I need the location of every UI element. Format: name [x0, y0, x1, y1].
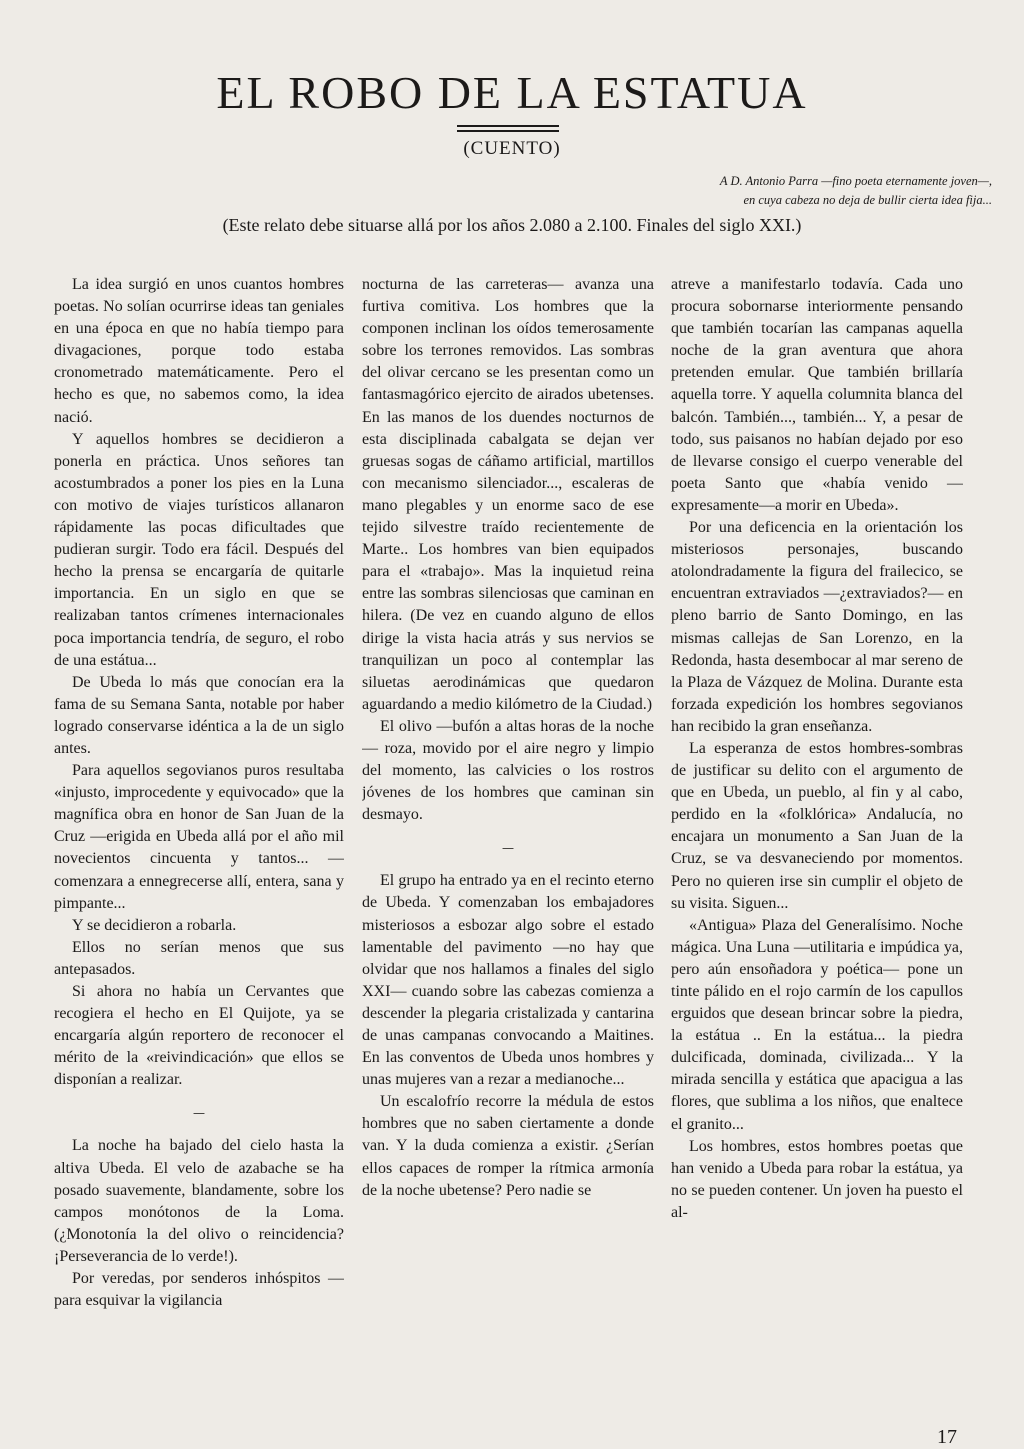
- paragraph: La esperanza de estos hombres-sombras de justificar su delito con el argumento de que en Ubeda, un pueblo, al fin y al cabo, perdido en la «folklórica» Andalucía, no encajara un monumento a San Juan de la Cruz, se va desvaneciendo por momentos. Pero no quieren irse sin cumplir el objeto de su visita. Siguen...: [671, 739, 963, 912]
- paragraph: La noche ha bajado del cielo hasta la altiva Ubeda. El velo de azabache se ha posado suavemente, blandamente, sobre los campos monótonos de la Loma. (¿Monotonía la del olivo o reincidencia? ¡Perseverancia de lo verde!).: [54, 1137, 344, 1265]
- paragraph: nocturna de las carreteras— avanza una furtiva comitiva. Los hombres que la componen inclinan los oídos temerosamente sobre los terrones removidos. Las sombras del olivar cercano se les presentan como un fantasmagórico ejercito de airados ubetenses. En las manos de los duendes nocturnos de esta disciplinada cabalgata se dejan ver gruesas sogas de cáñamo artificial, martillos con mecanismo silenciador..., escaleras de mano plegables y un enorme saco de ese tejido silvestre traído recientemente de Marte.. Los hombres van bien equipados para el «trabajo». Mas la inquietud reina entre las sombras silenciosas que caminan en hilera. (De vez en cuando alguno de ellos dirige la vista hacia atrás y sus nervios se tranquilizan un poco al contemplar las siluetas aerodinámicas que quedaron aguardando a medio kilómetro de la Ciudad.): [362, 276, 654, 713]
- paragraph: Y aquellos hombres se decidieron a ponerla en práctica. Unos señores tan acostumbrados a poner los pies en la Luna con motivo de viajes turísticos allanaron rápidamente las pocas dificultades que pudieran surgir. Todo era fácil. Después del hecho la prensa se encargaría de quitarle importancia. En un siglo en que se realizaban tantos crímenes internacionales poca importancia tendría, de seguro, el robo de una estátua...: [54, 430, 344, 669]
- paragraph: Un escalofrío recorre la médula de estos hombres que no saben ciertamente a donde van. Y la duda comienza a existir. ¿Serían ellos capaces de romper la rítmica armonía de la noche ubetense? Pero nadie se: [362, 1093, 654, 1199]
- dedication-line-1: A D. Antonio Parra —fino poeta eternamente joven—,: [719, 174, 992, 188]
- title-rule-bottom: [457, 130, 559, 132]
- section-separator: —: [502, 841, 514, 856]
- paragraph: atreve a manifestarlo todavía. Cada uno procura sobornarse interiormente pensando que también tocarían las campanas aquella noche de la gran aventura que ahora pretenden emular. Que también brillaría aquella torre. Y aquella columnita blanca del balcón. También..., también... Y, a pesar de todo, sus paisanos no habían dejado por eso de llevarse consigo el cuerpo venerable del poeta Santo que «había venido —expresamente—a morir en Ubeda».: [671, 276, 963, 514]
- paragraph: Ellos no serían menos que sus antepasados.: [54, 938, 344, 978]
- paragraph: El grupo ha entrado ya en el recinto eterno de Ubeda. Y comenzaban los embajadores misteriosos a esbozar algo sobre el estado lamentable del pavimento —no hay que olvidar que nos hallamos a finales del siglo XXI— cuando sobre las cabezas comienza a descender la plegaria cristalizada y cantarina de unas campanas convocando a Maitines. En las conventos de Ubeda unos hombres y unas mujeres van a rezar a medianoche...: [362, 872, 654, 1089]
- paragraph: Si ahora no había un Cervantes que recogiera el hecho en El Quijote, ya se encargaría algún reportero de reconocer el mérito de la «reivindicación» que ellos se disponían a realizar.: [54, 983, 344, 1089]
- paragraph: De Ubeda lo más que conocían era la fama de su Semana Santa, notable por haber logrado conservarse idéntica a la de un siglo antes.: [54, 673, 344, 757]
- section-separator: —: [193, 1106, 205, 1121]
- title-rule-top: [457, 125, 559, 127]
- story-title: EL ROBO DE LA ESTATUA: [216, 67, 808, 118]
- text-column-3: [671, 274, 963, 1414]
- text-column-1: [54, 274, 344, 1414]
- paragraph: Por una deficencia en la orientación los misteriosos personajes, buscando atolondradamente la figura del frailecico, se encuentran extraviados —¿extraviados?— en pleno barrio de Santo Domingo, en las mismas callejas de San Lorenzo, en la Redonda, hasta desembocar al mar sereno de la Plaza de Vázquez de Molina. Durante esta forzada expedición los hombres segovianos han recibido la gran enseñanza.: [671, 519, 963, 735]
- paragraph: Y se decidieron a robarla.: [72, 916, 237, 934]
- paragraph: Para aquellos segovianos puros resultaba «injusto, improcedente y equivocado» que la magnífica obra en honor de San Juan de la Cruz —erigida en Ubeda allá por el año mil novecientos cincuenta y tantos... — comenzara a ennegrecerse allí, entera, sana y pimpante...: [54, 762, 344, 912]
- paragraph: Por veredas, por senderos inhóspitos —para esquivar la vigilancia: [54, 1270, 344, 1310]
- paragraph: «Antigua» Plaza del Generalísimo. Noche mágica. Una Luna —utilitaria e impúdica ya, pero aún ensoñadora y poética— pone un tinte pálido en el rojo carmín de los capullos erguidos que desean brincar sobre la piedra, la estátua .. En la estátua... la piedra dulcificada, dominada, civilizada... Y la mirada sencilla y estática que apacigua a las flores, que sublima a los niños, que enaltece el granito...: [671, 916, 963, 1133]
- paragraph: Los hombres, estos hombres poetas que han venido a Ubeda para robar la estátua, ya no se pueden contener. Un joven ha puesto el al-: [671, 1137, 963, 1221]
- dedication: [472, 172, 992, 210]
- page-number: 17: [937, 1426, 957, 1448]
- text-column-2: [362, 274, 654, 1414]
- story-subtitle: (CUENTO): [463, 138, 561, 159]
- paragraph: La idea surgió en unos cuantos hombres poetas. No solían ocurrirse ideas tan geniales en una época en que no había tiempo para divagaciones, porque todo estaba cronometrado matemáticamente. Pero el hecho es que, no sabemos como, la idea nació.: [54, 276, 344, 426]
- dedication-line-2: en cuya cabeza no deja de bullir cierta idea fija...: [743, 193, 992, 207]
- setting-note: (Este relato debe situarse allá por los años 2.080 a 2.100. Finales del siglo XXI.): [222, 215, 802, 235]
- paragraph: El olivo —bufón a altas horas de la noche— roza, movido por el aire negro y limpio del momento, las calvicies o los rostros jóvenes de los hombres que caminan sin desmayo.: [362, 717, 654, 824]
